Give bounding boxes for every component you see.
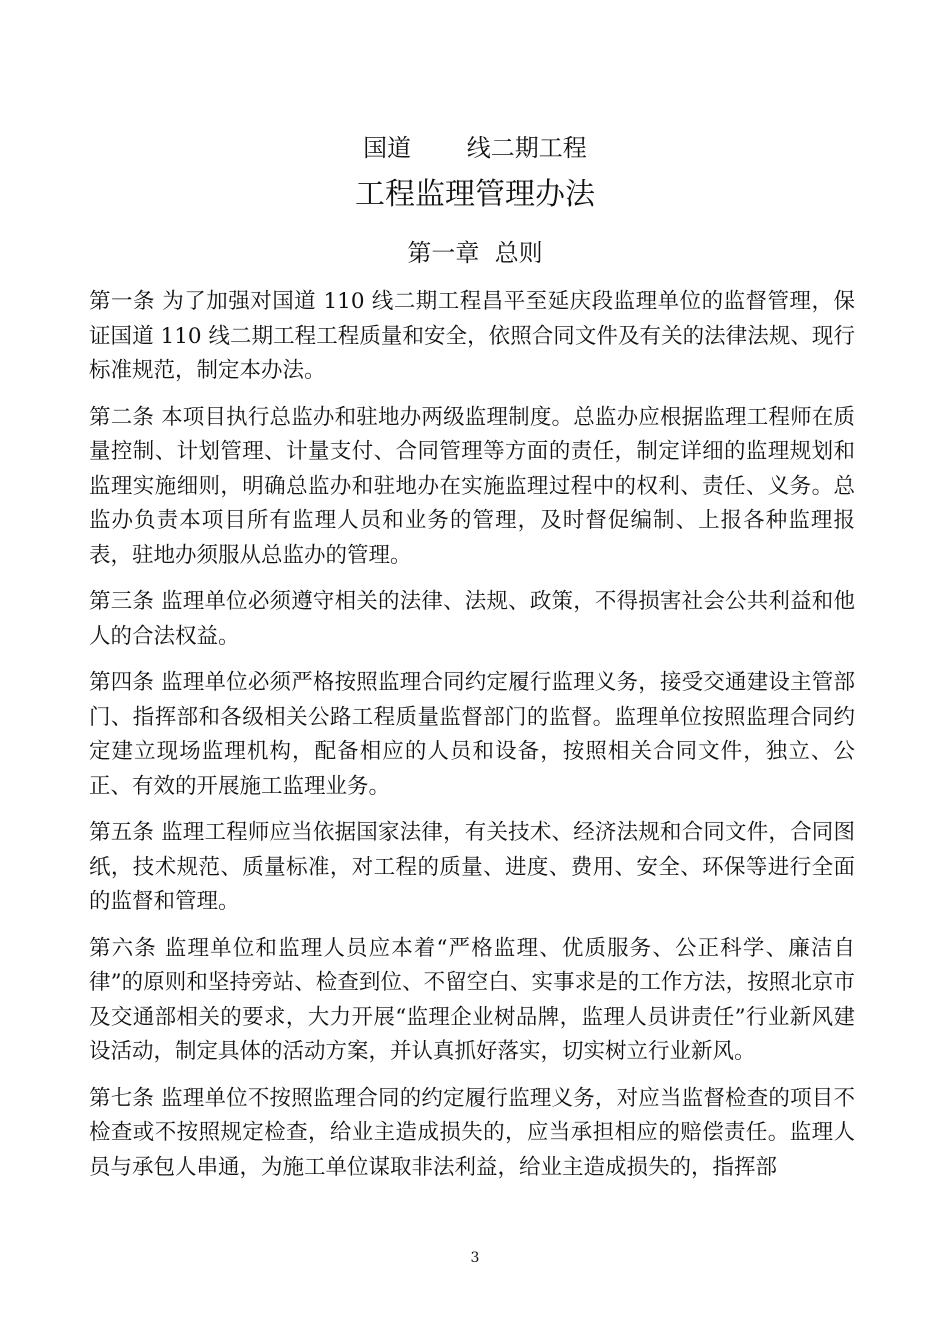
article-2: 第二条 本项目执行总监办和驻地办两级监理制度。总监办应根据监理工程师在质量控制、计划管理、计量支付、合同管理等方面的责任，制定详细的监理规划和监理实施细则，明确总监办和驻地办在实施监理过程中的权利、责任、义务。总监办负责本项目所有监理人员和业务的管理，及时督促编制、上报各种监理报表，驻地办须服从总监办的管理。 [89,404,855,568]
article-5: 第五条 监理工程师应当依据国家法律，有关技术、经济法规和合同文件，合同图纸，技术规范、质量标准，对工程的质量、进度、费用、安全、环保等进行全面的监督和管理。 [89,820,855,914]
article-3: 第三条 监理单位必须遵守相关的法律、法规、政策，不得损害社会公共利益和他人的合法权益。 [89,589,855,649]
article-6: 第六条 监理单位和监理人员应本着“严格监理、优质服务、公正科学、廉洁自律”的原则和坚持旁站、检查到位、不留空白、实事求是的工作方法，按照北京市及交通部相关的要求，大力开展“监理企业树品牌，监理人员讲责任”行业新风建设活动，制定具体的活动方案，并认真抓好落实，切实树立行业新风。 [89,935,855,1064]
project-title: 国道 线二期工程 [363,134,587,162]
document-body [89,285,855,1197]
page-number: 3 [470,1250,480,1266]
chapter-heading: 第一章 总则 [407,239,543,267]
article-7: 第七条 监理单位不按照监理合同的约定履行监理义务，对应当监督检查的项目不检查或不按照规定检查，给业主造成损失的，应当承担相应的赔偿责任。监理人员与承包人串通，为施工单位谋取非法利益，给业主造成损失的，指挥部 [89,1085,855,1180]
article-1: 第一条 为了加强对国道 110 线二期工程昌平至延庆段监理单位的监督管理，保证国道 110 线二期工程工程质量和安全，依照合同文件及有关的法律法规、现行标准规范，制定本办法。 [89,289,855,383]
article-4: 第四条 监理单位必须严格按照监理合同约定履行监理义务，接受交通建设主管部门、指挥部和各级相关公路工程质量监督部门的监督。监理单位按照监理合同约定建立现场监理机构，配备相应的人员和设备，按照相关合同文件，独立、公正、有效的开展施工监理业务。 [89,670,855,799]
document-title: 工程监理管理办法 [355,177,595,212]
